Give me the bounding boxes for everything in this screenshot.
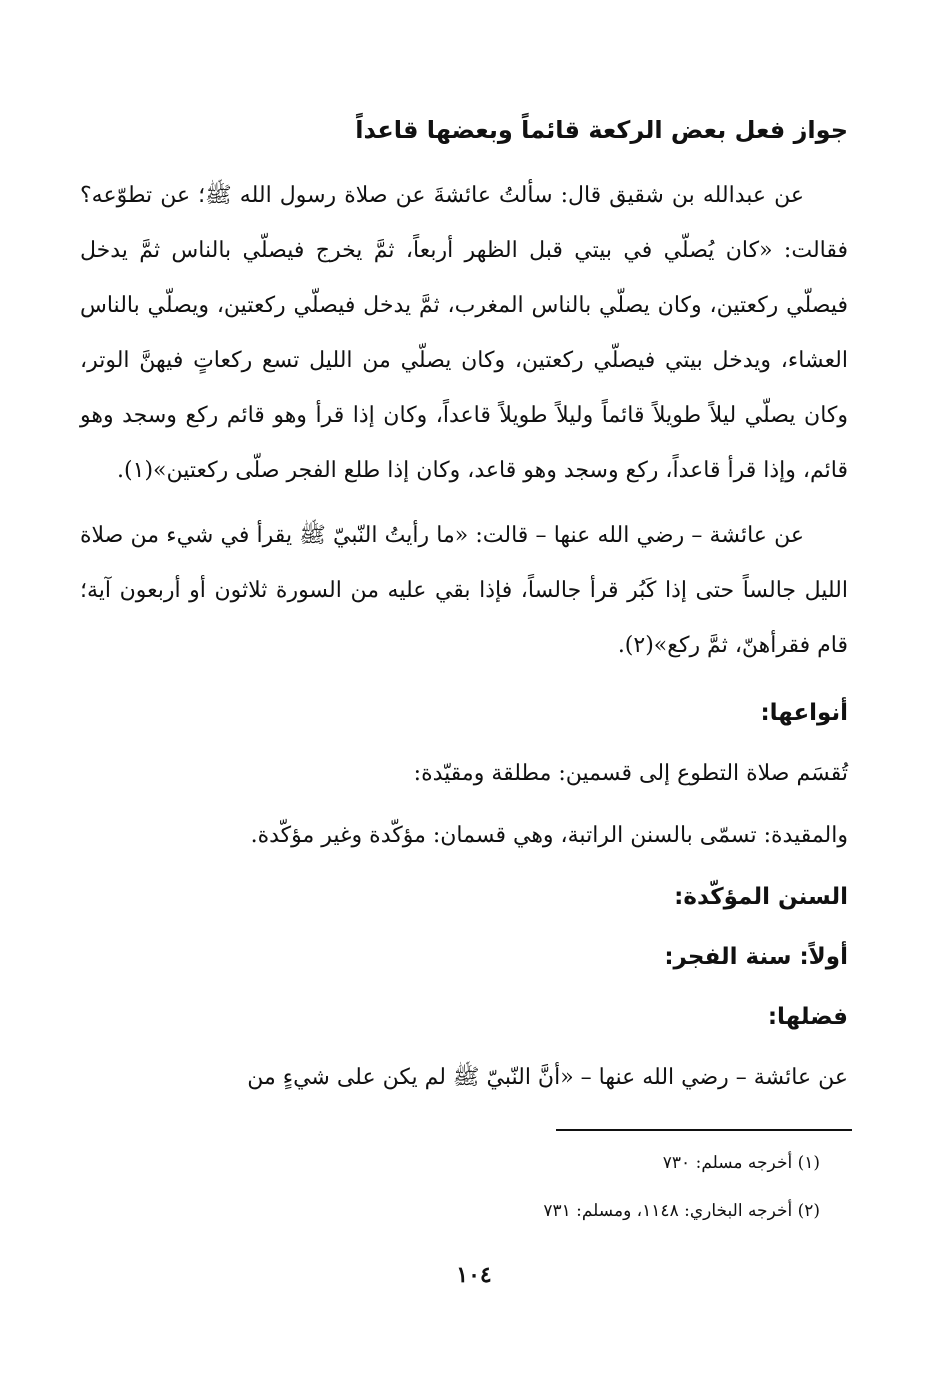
footnotes	[300, 1142, 820, 1238]
text-restricted: والمقيدة: تسمّى بالسنن الراتبة، وهي قسمان: مؤكّدة وغير مؤكّدة.	[250, 823, 848, 848]
text-last-line: عن عائشة – رضي الله عنها – «أنَّ النّبيّ ﷺ لم يكن على شيءٍ من	[247, 1065, 848, 1090]
page-number: ١٠٤	[456, 1262, 492, 1288]
subheading-fajr: أولاً: سنة الفجر:	[664, 944, 848, 970]
section-heading: جواز فعل بعض الركعة قائماً وبعضها قاعداً	[355, 116, 848, 144]
footnote-divider	[556, 1129, 852, 1131]
footnote-2: (٢) أخرجه البخاري: ١١٤٨، ومسلم: ٧٣١	[543, 1201, 820, 1221]
subheading-sunan: السنن المؤكّدة:	[674, 884, 848, 910]
hadith-paragraph-2: عن عائشة – رضي الله عنها – قالت: «ما رأيتُ النّبيّ ﷺ يقرأ في شيء من صلاة الليل جالساً حتى إذا كَبُر قرأ جالساً، فإذا بقي عليه من السورة ثلاثون أو أربعون آية؛ قام فقرأهنّ، ثمَّ ركع»(٢).	[80, 523, 848, 658]
text-divide: تُقسَم صلاة التطوع إلى قسمين: مطلقة ومقيّدة:	[413, 761, 848, 786]
footnote-1: (١) أخرجه مسلم: ٧٣٠	[662, 1153, 820, 1173]
subheading-virtue: فضلها:	[767, 1004, 848, 1030]
hadith-paragraph-1: عن عبدالله بن شقيق قال: سألتُ عائشةَ عن صلاة رسول الله ﷺ؛ عن تطوّعه؟ فقالت: «كان يُصلّي في بيتي قبل الظهر أربعاً، ثمَّ يخرج فيصلّي بالناس ثمَّ يدخل فيصلّي ركعتين، وكان يصلّي بالناس المغرب، ثمَّ يدخل فيصلّي ركعتين، ويصلّي بالناس العشاء، ويدخل بيتي فيصلّي ركعتين، وكان يصلّي من الليل تسع ركعاتٍ فيهنَّ الوتر، وكان يصلّي ليلاً طويلاً قائماً وليلاً طويلاً قاعداً، وكان إذا قرأ وهو قائم ركع وسجد وهو قائم، وإذا قرأ قاعداً، ركع وسجد وهو قاعد، وكان إذا طلع الفجر صلّى ركعتين»(١).	[80, 183, 848, 483]
subheading-types: أنواعها:	[760, 700, 848, 726]
page-body	[80, 110, 848, 1109]
